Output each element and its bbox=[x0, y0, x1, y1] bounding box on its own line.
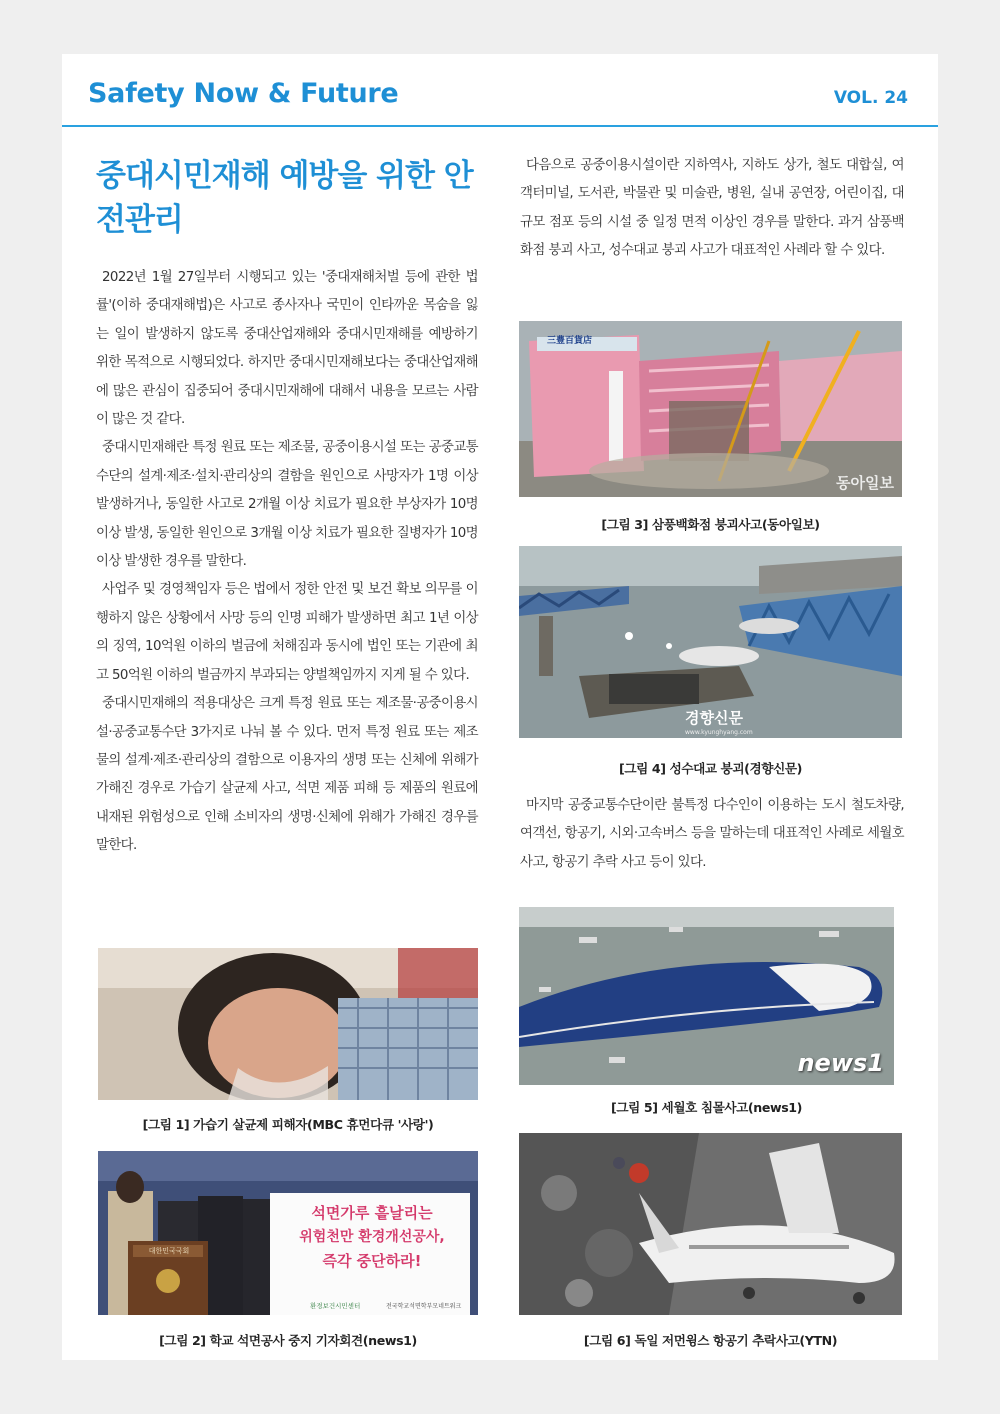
figure-2-caption: [그림 2] 학교 석면공사 중지 기자회견(news1) bbox=[159, 1333, 417, 1348]
banner-line: 석면가루 흩날리는 bbox=[311, 1204, 433, 1222]
paragraph: 중대시민재해란 특정 원료 또는 제조물, 공중이용시설 또는 공중교통수단의 설계·제조·설치·관리상의 결함을 원인으로 사망자가 1명 이상 발생하거나, 동일한 사고로 2개월 이상 치료가 필요한 부상자가 10명 이상 발생, 동일한 원인으로 3개월 이상 치료가 필요한 질병자가 10명 이상 발생한 경우를 말한다. bbox=[96, 440, 478, 570]
podium-label: 대한민국국회 bbox=[148, 1247, 190, 1255]
organization-label-2: 전국학교석면학부모네트워크 bbox=[386, 1303, 462, 1310]
watermark: news1 bbox=[797, 1049, 884, 1077]
protest-banner bbox=[276, 1201, 468, 1273]
article-title: 중대시민재해 예방을 위한 안전관리 bbox=[96, 158, 473, 238]
figure-5-image bbox=[519, 907, 894, 1085]
watermark: 경향신문 bbox=[685, 709, 743, 727]
figure-3-caption: [그림 3] 삼풍백화점 붕괴사고(동아일보) bbox=[601, 517, 820, 532]
organization-label-1: 환경보건시민센터 bbox=[310, 1302, 361, 1310]
left-column-text bbox=[96, 264, 478, 861]
page bbox=[62, 54, 938, 1360]
figure-4-caption: [그림 4] 성수대교 붕괴(경향신문) bbox=[619, 761, 802, 776]
figure-5-caption: [그림 5] 세월호 침몰사고(news1) bbox=[610, 1100, 803, 1115]
figure-2-image bbox=[98, 1151, 478, 1315]
header-divider bbox=[62, 125, 938, 127]
watermark: 동아일보 bbox=[836, 474, 894, 492]
figure-4-image bbox=[519, 546, 902, 738]
figure-1-image bbox=[98, 948, 478, 1100]
magazine-title: Safety Now & Future bbox=[88, 78, 399, 109]
figure-6-image bbox=[519, 1133, 902, 1315]
figure-6-caption: [그림 6] 독일 저먼윙스 항공기 추락사고(YTN) bbox=[583, 1333, 838, 1348]
store-sign: 三豊百貨店 bbox=[547, 336, 593, 346]
paragraph: 중대시민재해의 적용대상은 크게 특정 원료 또는 제조물·공중이용시설·공중교통수단 3가지로 나눠 볼 수 있다. 먼저 특정 원료 또는 제조물의 설계·제조·관리상의 결함으로 이용자의 생명 또는 신체에 위해가 가해진 경우로 가습기 살균제 사고, 석면 제품 피해 등 제품의 원료에 내재된 위험성으로 인해 소비자의 생명·신체에 위해가 가해진 경우를 말한다. bbox=[96, 696, 478, 854]
paragraph: 마지막 공중교통수단이란 불특정 다수인이 이용하는 도시 철도차량, 여객선, 항공기, 시외·고속버스 등을 말하는데 대표적인 사례로 세월호 사고, 항공기 추락 사고 등이 있다. bbox=[520, 798, 904, 870]
volume-number: VOL. 24 bbox=[833, 88, 908, 108]
paragraph: 2022년 1월 27일부터 시행되고 있는 '중대재해처벌 등에 관한 법률'(이하 중대재해법)은 사고로 종사자나 국민이 인타까운 목숨을 잃는 일이 발생하지 않도록 중대산업재해와 중대시민재해를 예방하기 위한 목적으로 시행되었다. 하지만 중대시민재해보다는 중대산업재해에 많은 관심이 집중되어 중대시민재해에 대해서 내용을 모르는 사람이 많은 것 같다. bbox=[96, 270, 478, 428]
banner-line: 즉각 중단하라! bbox=[322, 1252, 422, 1270]
banner-line: 위험천만 환경개선공사, bbox=[299, 1229, 445, 1245]
paragraph: 다음으로 공중이용시설이란 지하역사, 지하도 상가, 철도 대합실, 여객터미널, 도서관, 박물관 및 미술관, 병원, 실내 공연장, 어린이집, 대규모 점포 등의 시설 중 일정 면적 이상인 경우를 말한다. 과거 삼풍백화점 붕괴 사고, 성수대교 붕괴 사고가 대표적인 사례라 할 수 있다. bbox=[520, 158, 904, 259]
right-column-text-2 bbox=[520, 792, 904, 877]
watermark-url: www.kyunghyang.com bbox=[685, 729, 753, 736]
right-column-text-1 bbox=[520, 152, 904, 266]
paragraph: 사업주 및 경영책임자 등은 법에서 정한 안전 및 보건 확보 의무를 이행하지 않은 상황에서 사망 등의 인명 피해가 발생하면 최고 1년 이상의 징역, 10억원 이하의 벌금에 처해짐과 동시에 법인 또는 기관에 최고 50억원 이하의 벌금까지 부과되는 양벌책임까지 지게 될 수 있다. bbox=[96, 582, 478, 683]
figure-3-image bbox=[519, 321, 902, 497]
figure-1-caption: [그림 1] 가습기 살균제 피해자(MBC 휴먼다큐 '사랑') bbox=[142, 1117, 434, 1132]
